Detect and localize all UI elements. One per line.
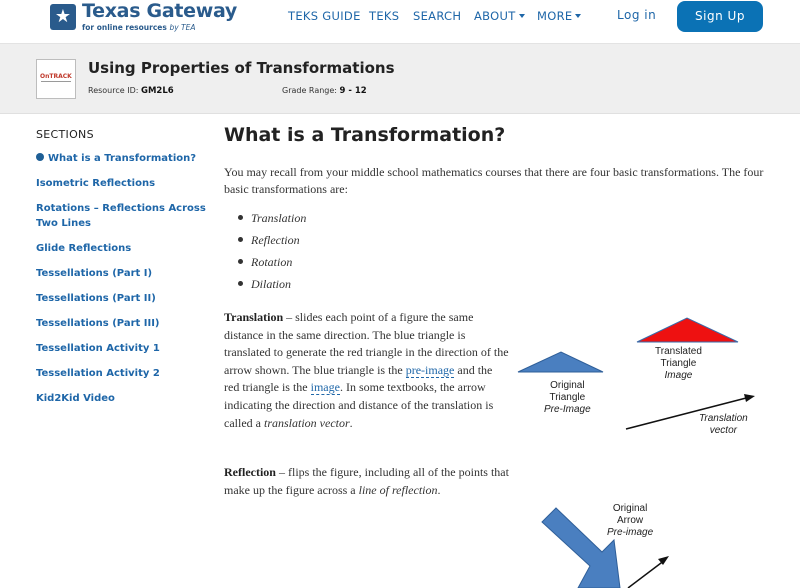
ontrack-logo: OnTRACK — [36, 59, 76, 99]
resource-title: Using Properties of Transformations — [88, 59, 395, 77]
sidebar-item-rotations[interactable]: Rotations – Reflections Across Two Lines — [36, 203, 206, 229]
translation-figure — [512, 312, 772, 442]
sidebar-item-activity-2[interactable]: Tessellation Activity 2 — [36, 368, 160, 379]
sidebar-item-what-is-a-transformation[interactable]: What is a Transformation? — [36, 151, 206, 166]
nav-search[interactable]: SEARCH — [413, 9, 462, 23]
login-link[interactable]: Log in — [617, 8, 657, 22]
sidebar-item-tessellations-2[interactable]: Tessellations (Part II) — [36, 293, 156, 304]
resource-banner — [0, 44, 800, 114]
red-triangle — [637, 318, 738, 342]
sidebar-item-glide-reflections[interactable]: Glide Reflections — [36, 243, 132, 254]
nav-teks-guide[interactable]: TEKS GUIDE — [288, 9, 361, 23]
original-triangle-label: Original Triangle Pre-Image — [544, 380, 591, 415]
intro-paragraph: You may recall from your middle school mathematics courses that there are four basic transformations. The four basic transformations are: — [224, 165, 764, 196]
signup-button[interactable]: Sign Up — [677, 1, 763, 32]
reflection-figure — [540, 500, 680, 588]
list-item: Dilation — [238, 277, 306, 299]
logo-title: Texas Gateway — [82, 0, 237, 22]
star-icon: ★ — [50, 4, 76, 30]
texas-gateway-logo[interactable] — [50, 0, 237, 40]
sidebar-item-tessellations-3[interactable]: Tessellations (Part III) — [36, 318, 160, 329]
list-item: Rotation — [238, 255, 306, 277]
blue-triangle — [518, 352, 603, 372]
sections-title: SECTIONS — [36, 128, 94, 141]
resource-id: Resource ID: GM2L6 — [88, 86, 174, 96]
image-link[interactable]: image — [310, 380, 340, 395]
sections-sidebar — [36, 128, 206, 416]
page-heading: What is a Transformation? — [224, 124, 506, 146]
nav-teks[interactable]: TEKS — [369, 9, 400, 23]
active-dot-icon — [36, 153, 44, 161]
top-navigation — [0, 0, 800, 44]
list-item: Translation — [238, 211, 306, 233]
pre-image-link[interactable]: pre-image — [405, 362, 455, 377]
reflection-paragraph: Reflection – flips the figure, including all of the points that make up the figure across a line of reflection. — [224, 465, 509, 497]
transformations-list — [238, 211, 306, 299]
translation-paragraph: Translation – slides each point of a figure the same distance in the same direction. The blue triangle is translated to generate the red triangle in the direction of the arrow shown. The blue triangle is the pre-image and the red triangle is the image. In some textbooks, the arrow indicating the direction and distance of the translation is called a translation vector. — [224, 310, 509, 430]
grade-range: Grade Range: 9 - 12 — [282, 86, 367, 96]
list-item: Reflection — [238, 233, 306, 255]
logo-subtitle: for online resources by TEA — [82, 23, 196, 32]
nav-more[interactable]: MORE — [537, 9, 581, 23]
translation-vector-label: Translation vector — [699, 413, 748, 436]
sidebar-item-kid2kid-video[interactable]: Kid2Kid Video — [36, 393, 115, 404]
nav-about[interactable]: ABOUT — [474, 9, 525, 23]
translated-triangle-label: Translated Triangle Image — [655, 346, 702, 381]
sidebar-item-isometric-reflections[interactable]: Isometric Reflections — [36, 178, 156, 189]
original-arrow-label: Original Arrow Pre-image — [607, 503, 654, 538]
sidebar-item-tessellations-1[interactable]: Tessellations (Part I) — [36, 268, 153, 279]
reflection-line — [628, 560, 665, 588]
arrow-head — [744, 394, 755, 402]
chevron-down-icon — [519, 14, 525, 18]
sidebar-item-activity-1[interactable]: Tessellation Activity 1 — [36, 343, 160, 354]
chevron-down-icon — [575, 14, 581, 18]
